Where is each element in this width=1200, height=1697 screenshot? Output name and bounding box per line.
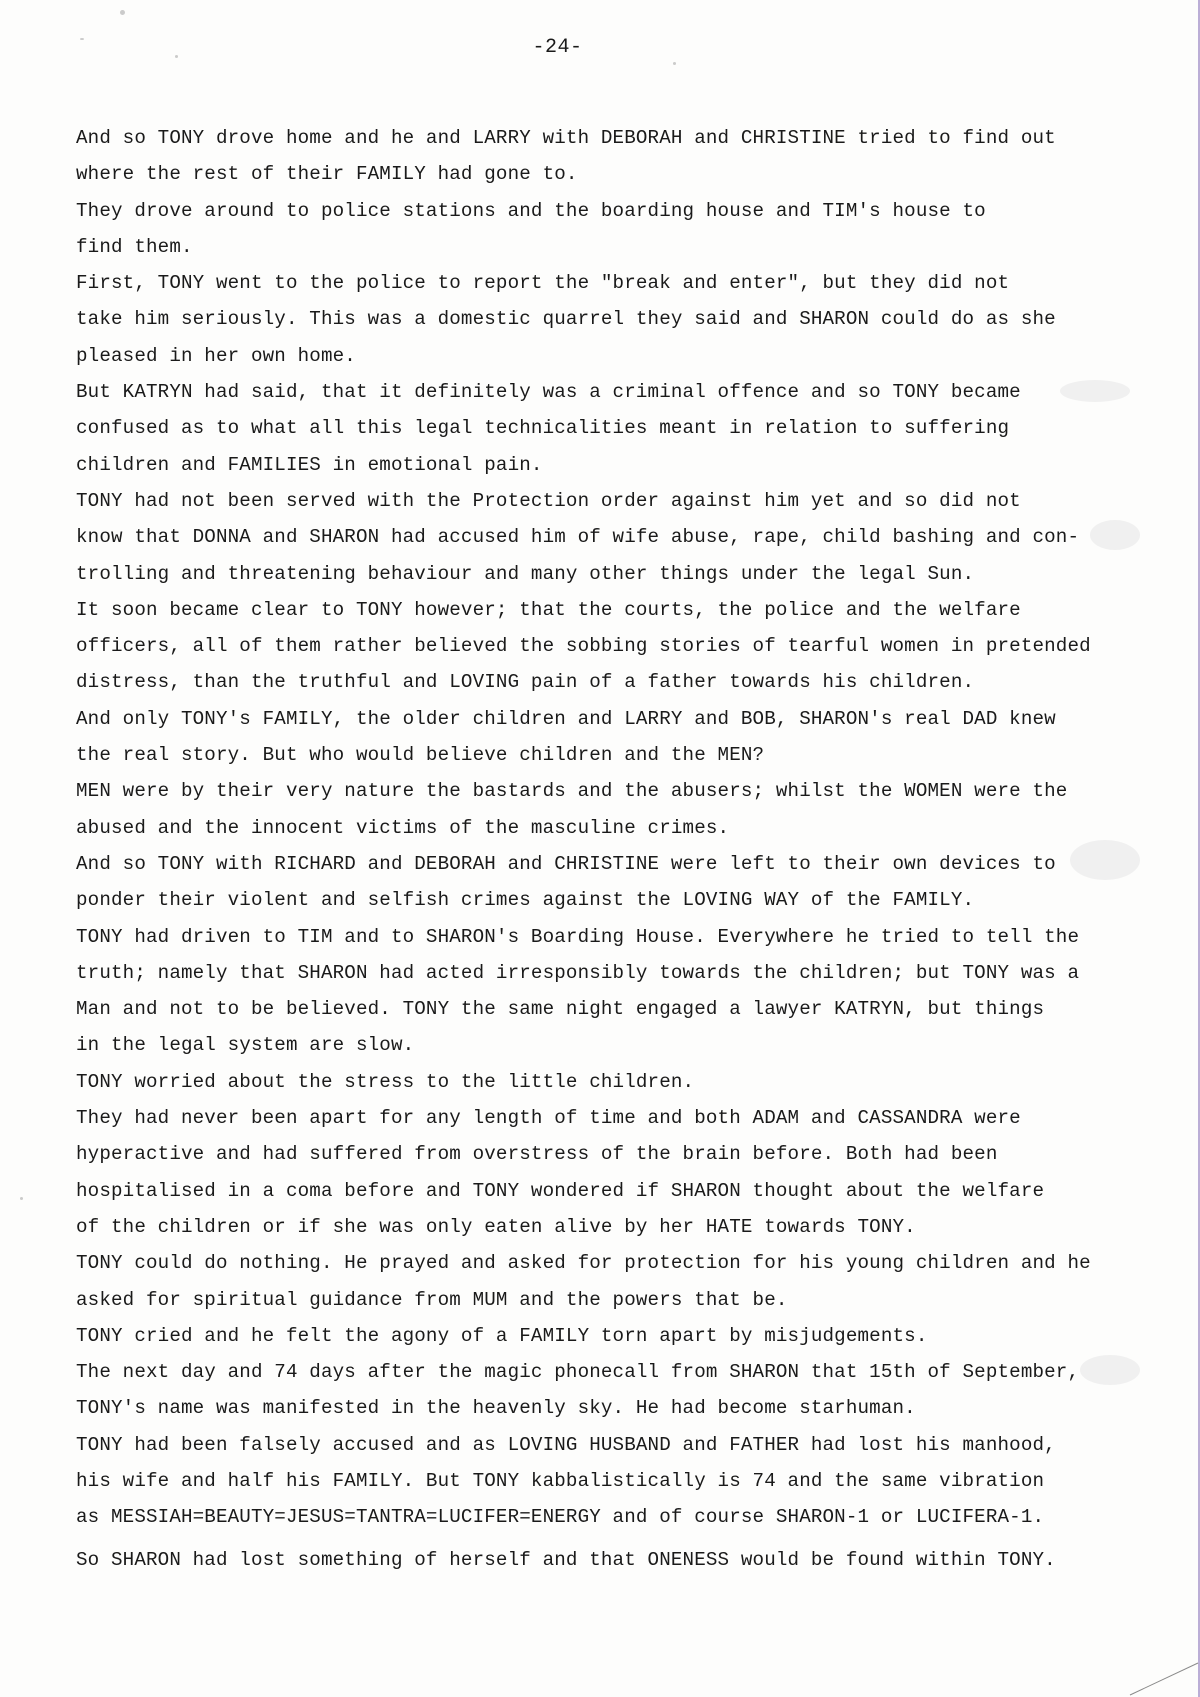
scan-speck — [20, 1197, 23, 1200]
text-line: TONY had been falsely accused and as LOVING HUSBAND and FATHER had lost his manhood, — [76, 1433, 1056, 1456]
text-line: find them. — [76, 235, 193, 258]
text-line: officers, all of them rather believed the sobbing stories of tearful women in pretended — [76, 635, 1091, 658]
text-line: They had never been apart for any length of time and both ADAM and CASSANDRA were — [76, 1107, 1021, 1130]
text-line: And so TONY drove home and he and LARRY with DEBORAH and CHRISTINE tried to find out — [76, 127, 1056, 149]
text-line: where the rest of their FAMILY had gone to. — [76, 163, 578, 186]
text-line: ponder their violent and selfish crimes against the LOVING WAY of the FAMILY. — [76, 889, 975, 912]
text-line: trolling and threatening behaviour and many other things under the legal Sun. — [76, 562, 975, 585]
text-line: TONY's name was manifested in the heavenly sky. He had become starhuman. — [76, 1397, 916, 1420]
text-line: hospitalised in a coma before and TONY wondered if SHARON thought about the welfare — [76, 1179, 1045, 1202]
scan-speck — [673, 62, 676, 65]
text-line: in the legal system are slow. — [76, 1034, 415, 1057]
text-line: children and FAMILIES in emotional pain. — [76, 453, 543, 476]
text-line: distress, than the truthful and LOVING pain of a father towards his children. — [76, 671, 975, 694]
text-line: as MESSIAH=BEAUTY=JESUS=TANTRA=LUCIFER=ENERGY and of course SHARON-1 or LUCIFERA-1. — [76, 1506, 1045, 1529]
text-line: First, TONY went to the police to report the "break and enter", but they did not — [76, 272, 1010, 295]
scan-speck — [120, 10, 125, 15]
text-line: know that DONNA and SHARON had accused him of wife abuse, rape, child bashing and con- — [76, 526, 1080, 549]
text-line: The next day and 74 days after the magic phonecall from SHARON that 15th of September, — [76, 1361, 1080, 1384]
text-line: truth; namely that SHARON had acted irresponsibly towards the children; but TONY was a — [76, 961, 1080, 984]
text-line: hyperactive and had suffered from overstress of the brain before. Both had been — [76, 1143, 998, 1166]
text-line: TONY worried about the stress to the little children. — [76, 1070, 695, 1093]
text-line: They drove around to police stations and the boarding house and TIM's house to — [76, 199, 986, 222]
text-line: But KATRYN had said, that it definitely was a criminal offence and so TONY became — [76, 381, 1021, 404]
body-text — [76, 120, 1136, 1578]
text-line: his wife and half his FAMILY. But TONY kabbalistically is 74 and the same vibration — [76, 1469, 1045, 1492]
text-line: TONY had not been served with the Protection order against him yet and so did not — [76, 489, 1021, 512]
text-line: TONY had driven to TIM and to SHARON's Boarding House. Everywhere he tried to tell the — [76, 925, 1080, 948]
text-line: TONY cried and he felt the agony of a FAMILY torn apart by misjudgements. — [76, 1324, 928, 1347]
page-number: -24- — [532, 36, 583, 59]
text-line: MEN were by their very nature the bastards and the abusers; whilst the WOMEN were the — [76, 780, 1068, 803]
text-line: abused and the innocent victims of the masculine crimes. — [76, 816, 730, 839]
text-line: confused as to what all this legal technicalities meant in relation to suffering — [76, 417, 1010, 440]
text-line: of the children or if she was only eaten alive by her HATE towards TONY. — [76, 1215, 916, 1238]
text-line: And only TONY's FAMILY, the older children and LARRY and BOB, SHARON's real DAD knew — [76, 707, 1056, 730]
text-line: take him seriously. This was a domestic quarrel they said and SHARON could do as she — [76, 308, 1056, 331]
page-corner-mark — [1120, 1657, 1200, 1697]
text-line: Man and not to be believed. TONY the same night engaged a lawyer KATRYN, but things — [76, 998, 1045, 1021]
text-line: the real story. But who would believe children and the MEN? — [76, 744, 765, 767]
text-line: And so TONY with RICHARD and DEBORAH and CHRISTINE were left to their own devices to — [76, 852, 1056, 875]
text-line: So SHARON had lost something of herself and that ONENESS would be found within TONY. — [76, 1548, 1056, 1571]
text-line: TONY could do nothing. He prayed and asked for protection for his young children and he — [76, 1252, 1091, 1275]
text-line: asked for spiritual guidance from MUM and the powers that be. — [76, 1288, 788, 1311]
text-line: It soon became clear to TONY however; that the courts, the police and the welfare — [76, 598, 1021, 621]
text-line: pleased in her own home. — [76, 344, 356, 367]
